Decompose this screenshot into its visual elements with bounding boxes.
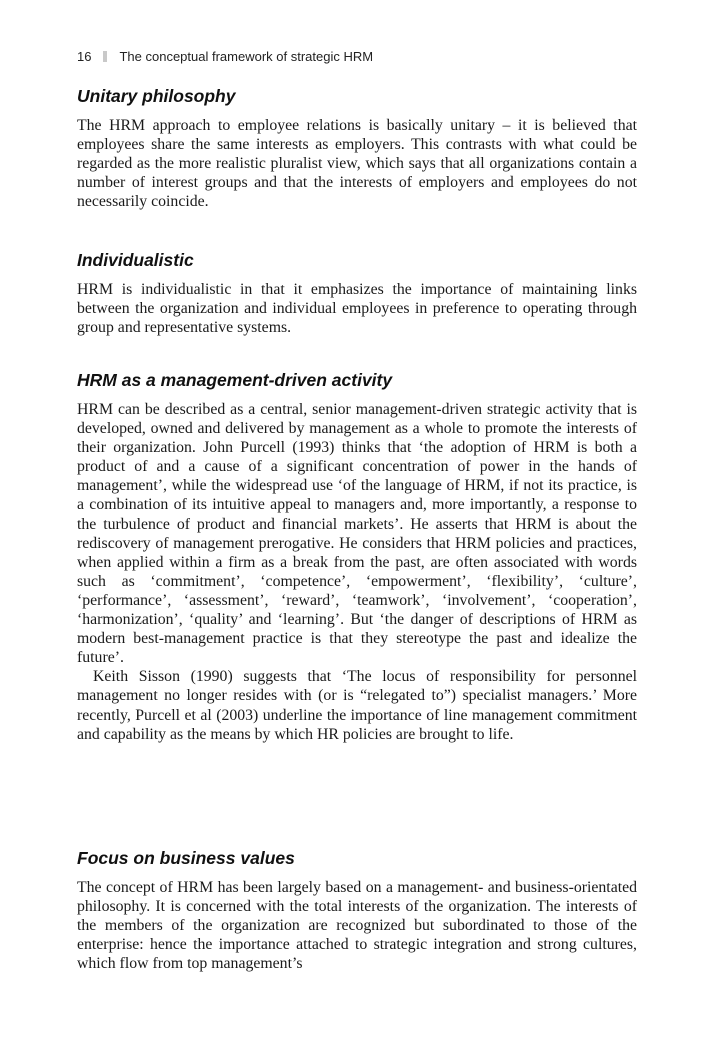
header-separator bbox=[103, 51, 107, 62]
section-heading: Focus on business values bbox=[77, 848, 295, 868]
section-individualistic bbox=[77, 250, 637, 337]
body-paragraph: HRM is individualistic in that it emphasizes the importance of maintaining links between the organization and individual employees in preference to operating through group and representative systems. bbox=[77, 281, 637, 337]
body-paragraph: The concept of HRM has been largely based on a management- and business-orientated philosophy. It is concerned with the total interests of the organization. The interests of the members of the organization are recognized but subordinated to those of the enterprise: hence the importance attached to strategic integration and strong cultures, which flow from top management’s bbox=[77, 879, 637, 973]
section-unitary-philosophy bbox=[77, 86, 637, 211]
running-header bbox=[77, 49, 373, 64]
section-heading: Individualistic bbox=[77, 250, 194, 270]
body-paragraph: The HRM approach to employee relations is basically unitary – it is believed that employees share the same interests as employers. This contrasts with what could be regarded as the more realistic pluralist view, which says that all organizations contain a number of interest groups and that the interests of employers and employees do not necessarily coincide. bbox=[77, 117, 637, 211]
body-paragraph: Keith Sisson (1990) suggests that ‘The locus of responsibility for personnel management no longer resides with (or is “relegated to”) specialist managers.’ More recently, Purcell et al (2003) underline the importance of line management commitment and capability as the means by which HR policies are brought to life. bbox=[77, 668, 637, 743]
section-management-driven-activity bbox=[77, 370, 637, 744]
section-heading: HRM as a management-driven activity bbox=[77, 370, 393, 390]
page-number: 16 bbox=[77, 49, 92, 64]
section-business-values bbox=[77, 848, 637, 973]
running-title: The conceptual framework of strategic HRM bbox=[119, 49, 374, 64]
body-paragraph: HRM can be described as a central, senior management-driven strategic activity that is developed, owned and delivered by management as a whole to promote the interests of their organization. John Purcell (1993) thinks that ‘the adoption of HRM is both a product of and a cause of a significant concentration of power in the hands of management’, while the widespread use ‘of the language of HRM, if not its practice, is a combination of its intuitive appeal to managers and, more importantly, a response to the turbulence of product and financial markets’. He asserts that HRM is about the rediscovery of management prerogative. He considers that HRM policies and practices, when applied within a firm as a break from the past, are often associated with words such as ‘commitment’, ‘competence’, ‘empowerment’, ‘flexibility’, ‘culture’, ‘performance’, ‘assessment’, ‘reward’, ‘teamwork’, ‘involvement’, ‘cooperation’, ‘harmonization’, ‘quality’ and ‘learning’. But ‘the danger of descriptions of HRM as modern best-management practice is that they stereotype the past and idealize the future’. bbox=[77, 401, 637, 667]
section-heading: Unitary philosophy bbox=[77, 86, 236, 106]
